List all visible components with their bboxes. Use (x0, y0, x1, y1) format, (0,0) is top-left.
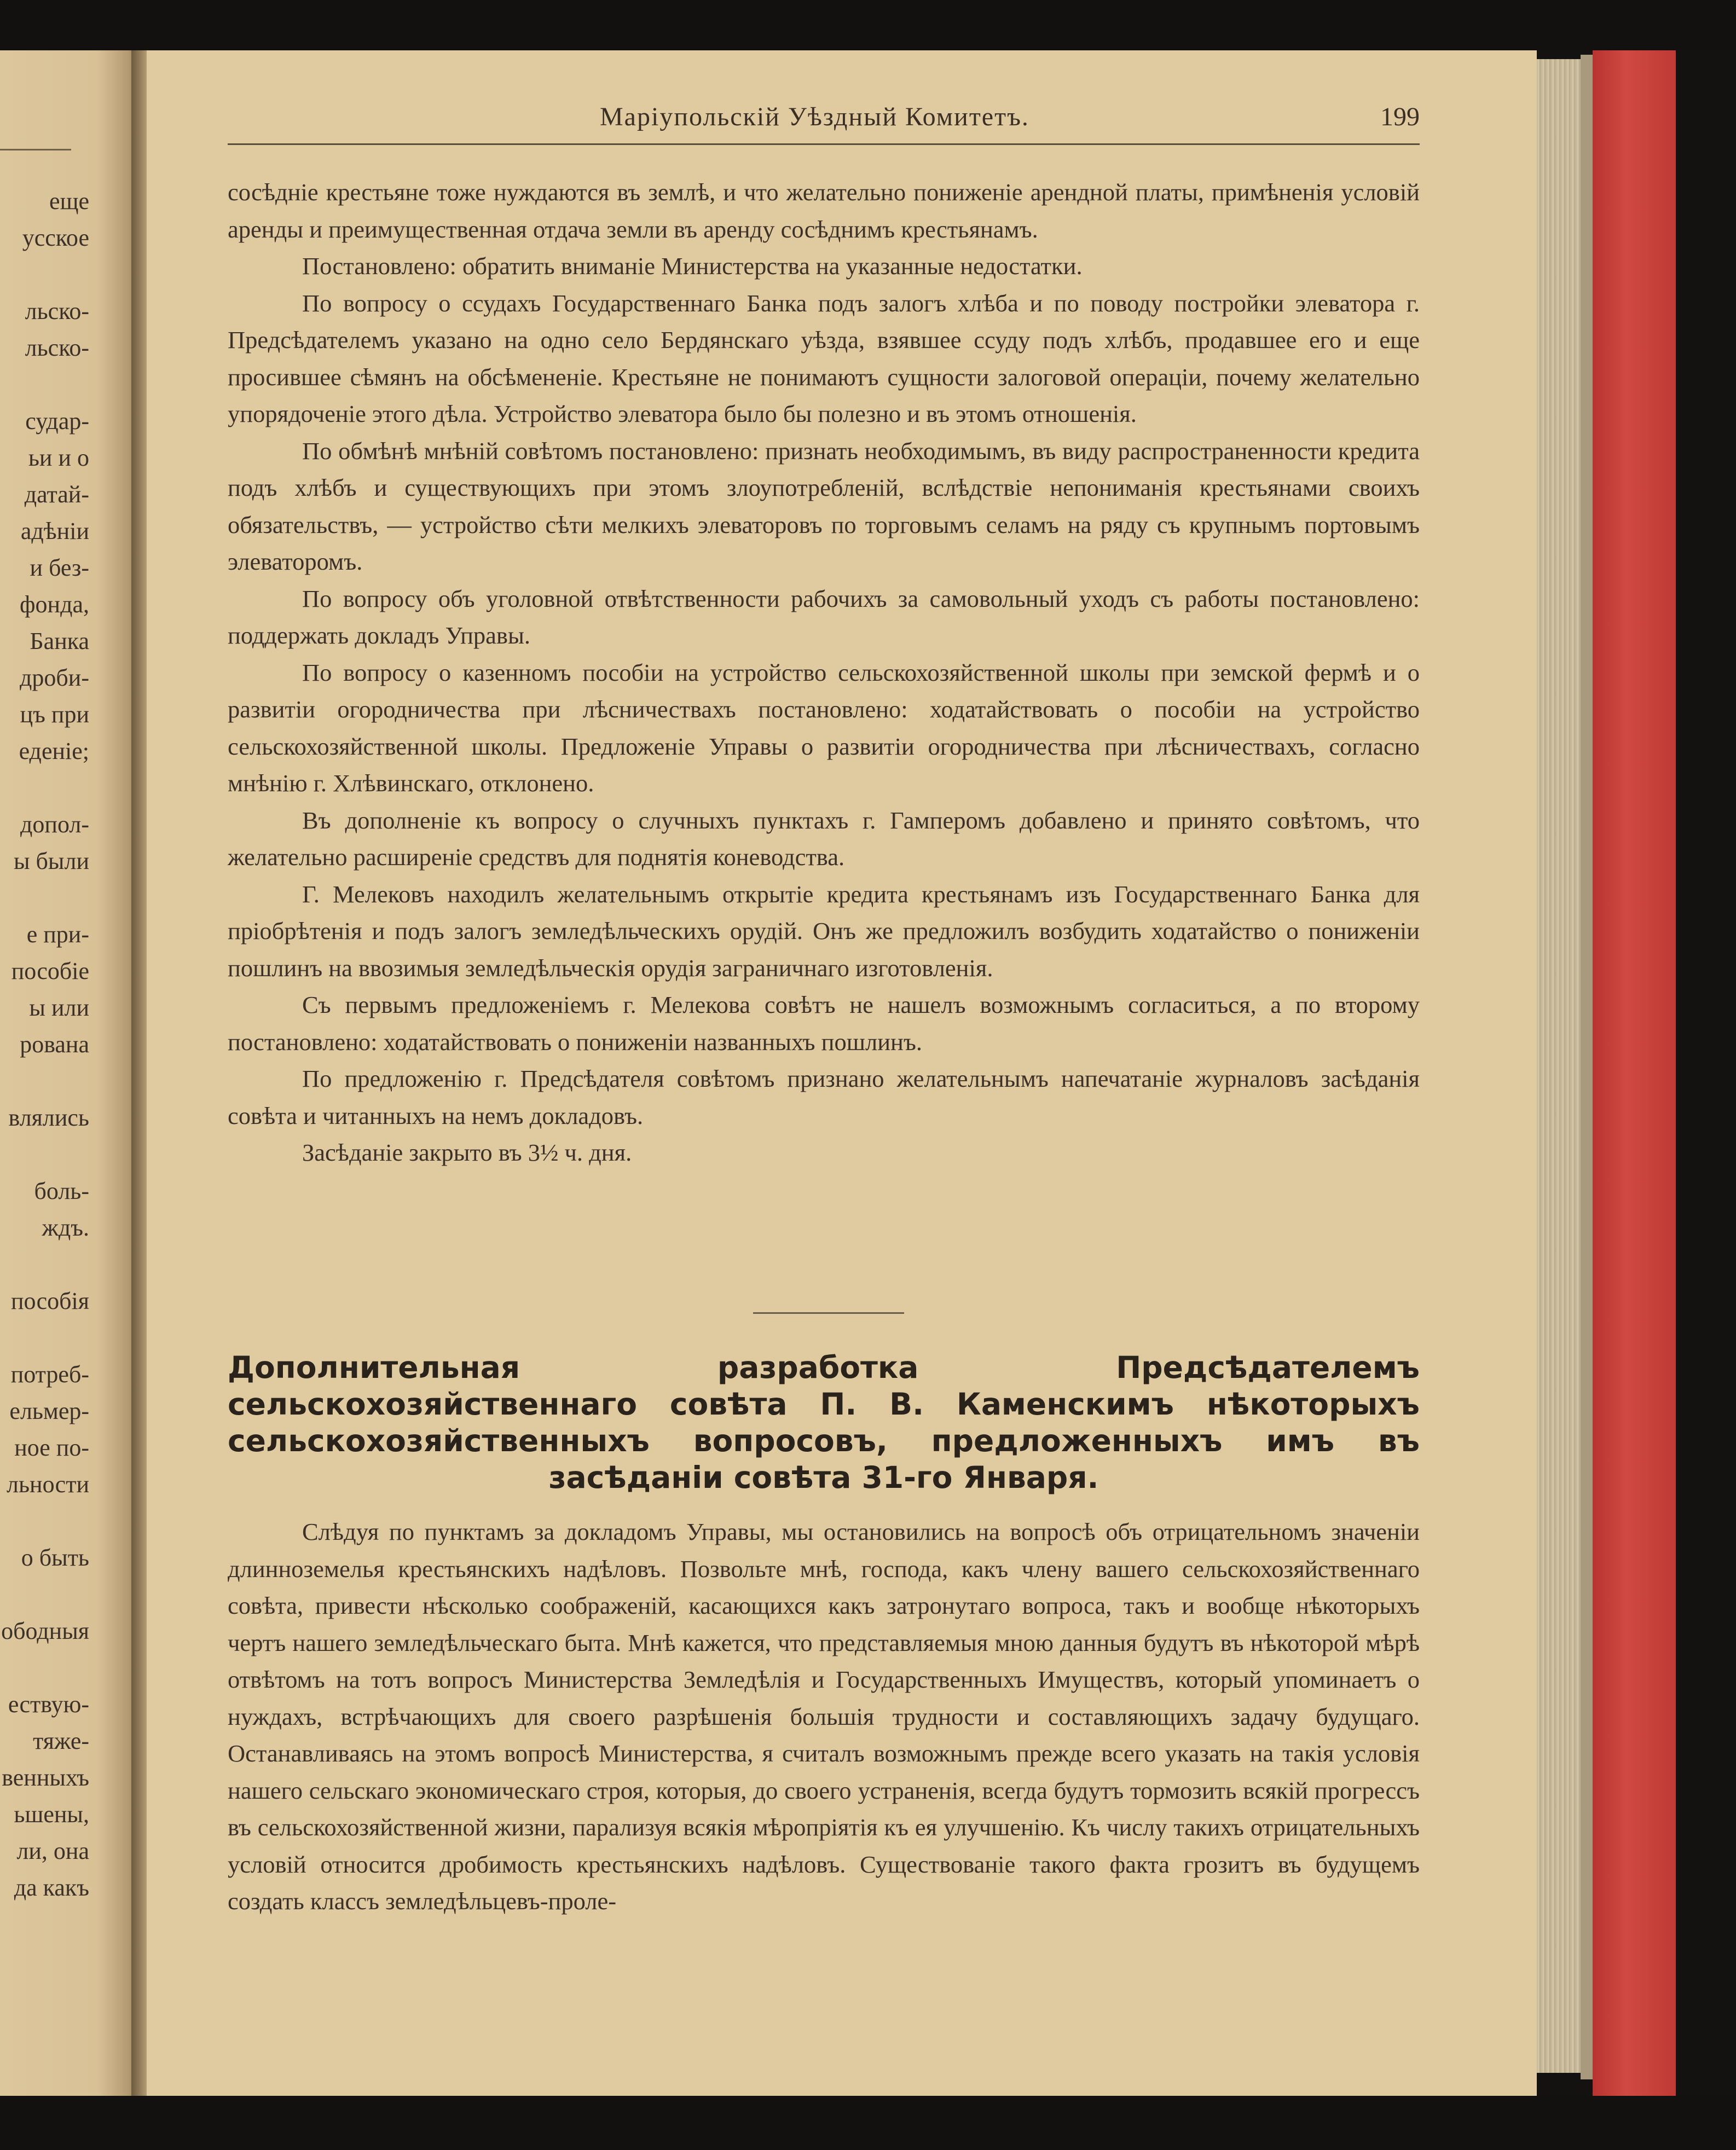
previous-page-line: ествую- (8, 1691, 89, 1718)
paragraph: Въ дополненіе къ вопросу о случныхъ пунктахъ г. Гамперомъ добавлено и принято совѣтомъ, что желательно расширеніе средствъ для поднятія коневодства. (228, 806, 1420, 871)
previous-page-line: ы были (13, 848, 89, 874)
previous-page-line: ы или (29, 994, 89, 1021)
section-separator (753, 1312, 904, 1314)
previous-page-line: фонда, (20, 591, 89, 618)
previous-page-line: льско- (25, 298, 89, 324)
previous-page-line: ьшены, (14, 1801, 89, 1828)
previous-page-line: допол- (20, 811, 89, 838)
paragraph: По предложенію г. Предсѣдателя совѣтомъ признано желательнымъ напечатаніе журналовъ засѣданія совѣта и читанныхъ на немъ докладовъ. (228, 1065, 1420, 1129)
scan-border-bottom (0, 2096, 1736, 2150)
previous-page-line: венныхъ (2, 1764, 89, 1791)
previous-page-line: пособіе (11, 958, 89, 984)
previous-page-line: ьи и о (28, 444, 89, 471)
previous-page-line: и без- (30, 554, 89, 581)
previous-page-line: ободныя (1, 1618, 89, 1644)
section-title: Дополнительная разработка Предсѣдателемъ сельскохозяйственнаго совѣта П. В. Каменскимъ нѣкоторыхъ сельскохозяйственныхъ вопросовъ, предложенныхъ имъ въ засѣданіи совѣта 31-го Января. (228, 1350, 1420, 1495)
page-block-edge-shadow (1581, 55, 1593, 2079)
previous-page-line: пособія (10, 1288, 89, 1314)
previous-page-line: адѣніи (20, 518, 89, 544)
paragraph: Слѣдуя по пунктамъ за докладомъ Управы, мы остановились на вопросѣ объ отрицательномъ значеніи длинноземелья крестьянскихъ надѣловъ. Позвольте мнѣ, господа, какъ члену вашего сельскохозяйственнаго совѣта, привести нѣсколько соображеній, касающихся какъ затронутаго вопроса, такъ и вообще нѣкоторыхъ чертъ нашего земледѣльческаго быта. Мнѣ кажется, что представляемыя мною данныя будутъ въ нѣкоторой мѣрѣ отвѣтомъ на тотъ вопросъ Министерства Земледѣлія и Государственныхъ Имуществъ, который упоминаетъ о нуждахъ, встрѣчающихъ для своего разрѣшенія большія трудности и составляющихъ задачу будущаго. Останавливаясь на этомъ вопросѣ Министерства, я считалъ возможнымъ прежде всего указать на такія условія нашего сельскаго экономическаго строя, которыя, до своего устраненія, всегда будутъ тормозить всякій прогрессъ въ сельскохозяйственной жизни, парализуя всякія мѣропріятія къ ея улучшенію. Къ числу такихъ отрицательныхъ условій относится дробимость крестьянскихъ надѣловъ. Существованіе такого факта грозитъ въ будущемъ создать классъ земледѣльцевъ-проле- (228, 1518, 1420, 1915)
paragraph: По вопросу о ссудахъ Государственнаго Банка подъ залогъ хлѣба и по поводу постройки элеватора г. Предсѣдателемъ указано на одно село Бердянскаго уѣзда, взявшее ссуду подъ хлѣбъ, продавшее его и еще просившее сѣмянъ на обсѣмененіе. Крестьяне не понимаютъ сущности залоговой операціи, почему желательно упорядоченіе этого дѣла. Устройство элеватора было бы полезно и въ этомъ отношенія. (228, 289, 1420, 427)
previous-page-line: еще (49, 188, 89, 215)
book-cover-edge (1593, 50, 1676, 2097)
previous-page-line: судар- (25, 408, 89, 434)
paragraph: Съ первымъ предложеніемъ г. Мелекова совѣтъ не нашелъ возможнымъ согласиться, а по второму постановлено: ходатайствовать о пониженіи названныхъ пошлинъ. (228, 991, 1420, 1056)
previous-page-line: датай- (24, 481, 89, 508)
previous-page-header-rule (0, 149, 71, 150)
previous-page-line: ждъ. (42, 1214, 89, 1241)
previous-page-line: потреб- (10, 1361, 89, 1388)
previous-page-line: льности (7, 1471, 89, 1498)
running-head: Маріупольскій Уѣздный Комитетъ. (600, 102, 1029, 131)
page-header (228, 92, 1420, 136)
previous-page-line: цъ при (20, 701, 89, 728)
paragraph: По вопросу о казенномъ пособіи на устройство сельскохозяйственной школы при земской фермѣ и о развитіи огородничества при лѣсничествахъ постановлено: ходатайствовать о пособіи на устройство сельскохозяйственной школы. Предложеніе Управы о развитіи огородничества при лѣсничествахъ, согласно мнѣнію г. Хлѣвинскаго, отклонено. (228, 658, 1420, 797)
previous-page-line: рована (20, 1031, 89, 1058)
text-block-report (228, 1514, 1420, 1920)
header-rule (228, 143, 1420, 145)
scan-border-top (0, 0, 1736, 50)
paragraph: По вопросу объ уголовной отвѣтственности рабочихъ за самовольный уходъ съ работы постановлено: поддержать докладъ Управы. (228, 584, 1420, 649)
paragraph: Постановлено: обратить вниманіе Министерства на указанные недостатки. (302, 252, 1083, 280)
previous-page-line: дроби- (20, 664, 89, 691)
previous-page-line: еденіе; (19, 738, 89, 764)
paragraph: По обмѣнѣ мнѣній совѣтомъ постановлено: признать необходимымъ, въ виду распространенности кредита подъ хлѣбъ и существующихъ при этомъ злоупотребленій, вслѣдствіе непониманія крестьянами своихъ обязательствъ, — устройство сѣти мелкихъ элеваторовъ по торговымъ селамъ на ряду съ крупнымъ портовымъ элеваторомъ. (228, 437, 1420, 575)
paragraph: сосѣдніе крестьяне тоже нуждаются въ землѣ, и что желательно пониженіе арендной платы, примѣненія условій аренды и преимущественная отдача земли въ аренду сосѣднимъ крестьянамъ. (228, 178, 1420, 243)
previous-page-line: влялись (8, 1104, 89, 1131)
previous-page-line: Банка (30, 628, 89, 654)
previous-page-line: усское (22, 224, 89, 251)
text-block-minutes (228, 174, 1420, 1172)
paragraph-closing: Засѣданіе закрыто въ 3½ ч. дня. (302, 1139, 632, 1166)
previous-page-line: тяже- (33, 1728, 89, 1754)
previous-page-line: ное по- (14, 1434, 89, 1461)
page-number: 199 (1380, 102, 1420, 131)
previous-page-line: ельмер- (9, 1398, 89, 1424)
previous-page-line: е при- (26, 921, 89, 948)
previous-page-line: льско- (25, 334, 89, 361)
previous-page-fragment (0, 50, 140, 2096)
page-block-edge (1537, 59, 1581, 2073)
paragraph: Г. Мелековъ находилъ желательнымъ открытіе кредита крестьянамъ изъ Государственнаго Банка для пріобрѣтенія и подъ залогъ земледѣльческихъ орудій. Онъ же предложилъ возбудить ходатайство о пониженіи пошлинъ на ввозимыя земледѣльческія орудія заграничнаго изготовленія. (228, 880, 1420, 982)
previous-page-line: о быть (21, 1544, 89, 1571)
previous-page-line: боль- (34, 1178, 89, 1204)
previous-page-line: да какъ (14, 1874, 89, 1901)
previous-page-line: ли, она (16, 1838, 89, 1864)
